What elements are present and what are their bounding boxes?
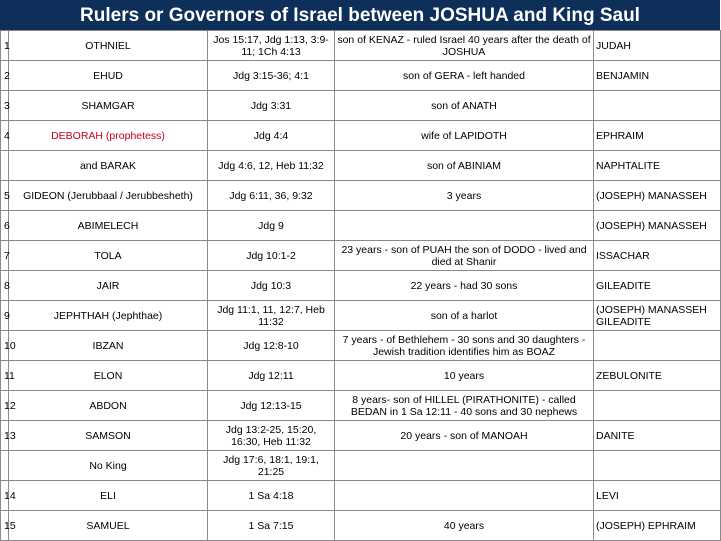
scripture-reference: Jdg 17:6, 18:1, 19:1, 21:25 xyxy=(208,451,335,481)
ruler-name: No King xyxy=(9,451,208,481)
row-number: 5 xyxy=(1,181,9,211)
ruler-notes: 8 years- son of HILLEL (PIRATHONITE) - called BEDAN in 1 Sa 12:11 - 40 sons and 30 nephews xyxy=(335,391,594,421)
row-number: 7 xyxy=(1,241,9,271)
ruler-notes: 20 years - son of MANOAH xyxy=(335,421,594,451)
ruler-notes: 40 years xyxy=(335,511,594,541)
row-number: 14 xyxy=(1,481,9,511)
ruler-tribe xyxy=(594,451,721,481)
scripture-reference: Jdg 10:3 xyxy=(208,271,335,301)
table-row xyxy=(1,211,721,241)
ruler-name: IBZAN xyxy=(9,331,208,361)
row-number: 15 xyxy=(1,511,9,541)
ruler-tribe: (JOSEPH) EPHRAIM xyxy=(594,511,721,541)
ruler-tribe: BENJAMIN xyxy=(594,61,721,91)
ruler-tribe: ZEBULONITE xyxy=(594,361,721,391)
ruler-name: GIDEON (Jerubbaal / Jerubbesheth) xyxy=(9,181,208,211)
ruler-notes: son of ABINIAM xyxy=(335,151,594,181)
table-row xyxy=(1,271,721,301)
ruler-name: ELI xyxy=(9,481,208,511)
ruler-name: SAMUEL xyxy=(9,511,208,541)
scripture-reference: Jos 15:17, Jdg 1:13, 3:9-11; 1Ch 4:13 xyxy=(208,31,335,61)
ruler-name: ELON xyxy=(9,361,208,391)
scripture-reference: 1 Sa 4:18 xyxy=(208,481,335,511)
ruler-tribe: LEVI xyxy=(594,481,721,511)
ruler-notes: 7 years - of Bethlehem - 30 sons and 30 daughters - Jewish tradition identifies him as BOAZ xyxy=(335,331,594,361)
ruler-notes: son of ANATH xyxy=(335,91,594,121)
ruler-notes: son of a harlot xyxy=(335,301,594,331)
ruler-notes: 3 years xyxy=(335,181,594,211)
table-row xyxy=(1,301,721,331)
ruler-notes: 22 years - had 30 sons xyxy=(335,271,594,301)
row-number: 13 xyxy=(1,421,9,451)
ruler-tribe: (JOSEPH) MANASSEH xyxy=(594,211,721,241)
row-number: 8 xyxy=(1,271,9,301)
ruler-tribe: (JOSEPH) MANASSEH xyxy=(594,181,721,211)
scripture-reference: Jdg 13:2-25, 15:20, 16:30, Heb 11:32 xyxy=(208,421,335,451)
ruler-notes: 10 years xyxy=(335,361,594,391)
table-row xyxy=(1,481,721,511)
ruler-tribe: NAPHTALITE xyxy=(594,151,721,181)
ruler-notes xyxy=(335,451,594,481)
scripture-reference: Jdg 11:1, 11, 12:7, Heb 11:32 xyxy=(208,301,335,331)
scripture-reference: Jdg 12:13-15 xyxy=(208,391,335,421)
scripture-reference: Jdg 12:11 xyxy=(208,361,335,391)
row-number: 10 xyxy=(1,331,9,361)
ruler-tribe: DANITE xyxy=(594,421,721,451)
ruler-tribe: GILEADITE xyxy=(594,271,721,301)
ruler-tribe xyxy=(594,331,721,361)
page-title: Rulers or Governors of Israel between JOSHUA and King Saul xyxy=(0,0,720,30)
ruler-tribe: EPHRAIM xyxy=(594,121,721,151)
table-row xyxy=(1,31,721,61)
scripture-reference: Jdg 3:31 xyxy=(208,91,335,121)
table-row xyxy=(1,91,721,121)
table-row xyxy=(1,361,721,391)
scripture-reference: Jdg 10:1-2 xyxy=(208,241,335,271)
ruler-tribe: ISSACHAR xyxy=(594,241,721,271)
ruler-tribe: (JOSEPH) MANASSEH GILEADITE xyxy=(594,301,721,331)
ruler-tribe: JUDAH xyxy=(594,31,721,61)
row-number: 9 xyxy=(1,301,9,331)
ruler-notes: wife of LAPIDOTH xyxy=(335,121,594,151)
table-row xyxy=(1,241,721,271)
ruler-notes: son of KENAZ - ruled Israel 40 years after the death of JOSHUA xyxy=(335,31,594,61)
ruler-tribe xyxy=(594,91,721,121)
ruler-name: SAMSON xyxy=(9,421,208,451)
row-number: 1 xyxy=(1,31,9,61)
scripture-reference: Jdg 12:8-10 xyxy=(208,331,335,361)
row-number: 2 xyxy=(1,61,9,91)
table-row xyxy=(1,181,721,211)
ruler-tribe xyxy=(594,391,721,421)
scripture-reference: 1 Sa 7:15 xyxy=(208,511,335,541)
ruler-name: ABIMELECH xyxy=(9,211,208,241)
scripture-reference: Jdg 4:6, 12, Heb 11:32 xyxy=(208,151,335,181)
row-number xyxy=(1,451,9,481)
table-row xyxy=(1,421,721,451)
ruler-name: EHUD xyxy=(9,61,208,91)
row-number: 12 xyxy=(1,391,9,421)
ruler-notes xyxy=(335,481,594,511)
ruler-name: JEPHTHAH (Jephthae) xyxy=(9,301,208,331)
ruler-notes xyxy=(335,211,594,241)
table-row xyxy=(1,151,721,181)
table-row xyxy=(1,121,721,151)
ruler-name: OTHNIEL xyxy=(9,31,208,61)
scripture-reference: Jdg 6:11, 36, 9:32 xyxy=(208,181,335,211)
row-number xyxy=(1,151,9,181)
ruler-name: JAIR xyxy=(9,271,208,301)
table-row xyxy=(1,391,721,421)
ruler-notes: 23 years - son of PUAH the son of DODO - lived and died at Shanir xyxy=(335,241,594,271)
table-row xyxy=(1,331,721,361)
row-number: 6 xyxy=(1,211,9,241)
rulers-table xyxy=(0,30,721,541)
ruler-notes: son of GERA - left handed xyxy=(335,61,594,91)
ruler-name: TOLA xyxy=(9,241,208,271)
row-number: 3 xyxy=(1,91,9,121)
ruler-name: and BARAK xyxy=(9,151,208,181)
rulers-table-body xyxy=(1,31,721,541)
table-row xyxy=(1,61,721,91)
ruler-name: ABDON xyxy=(9,391,208,421)
table-row xyxy=(1,511,721,541)
scripture-reference: Jdg 4:4 xyxy=(208,121,335,151)
table-row xyxy=(1,451,721,481)
scripture-reference: Jdg 9 xyxy=(208,211,335,241)
row-number: 4 xyxy=(1,121,9,151)
ruler-name: SHAMGAR xyxy=(9,91,208,121)
ruler-name: DEBORAH (prophetess) xyxy=(9,121,208,151)
scripture-reference: Jdg 3:15-36; 4:1 xyxy=(208,61,335,91)
row-number: 11 xyxy=(1,361,9,391)
